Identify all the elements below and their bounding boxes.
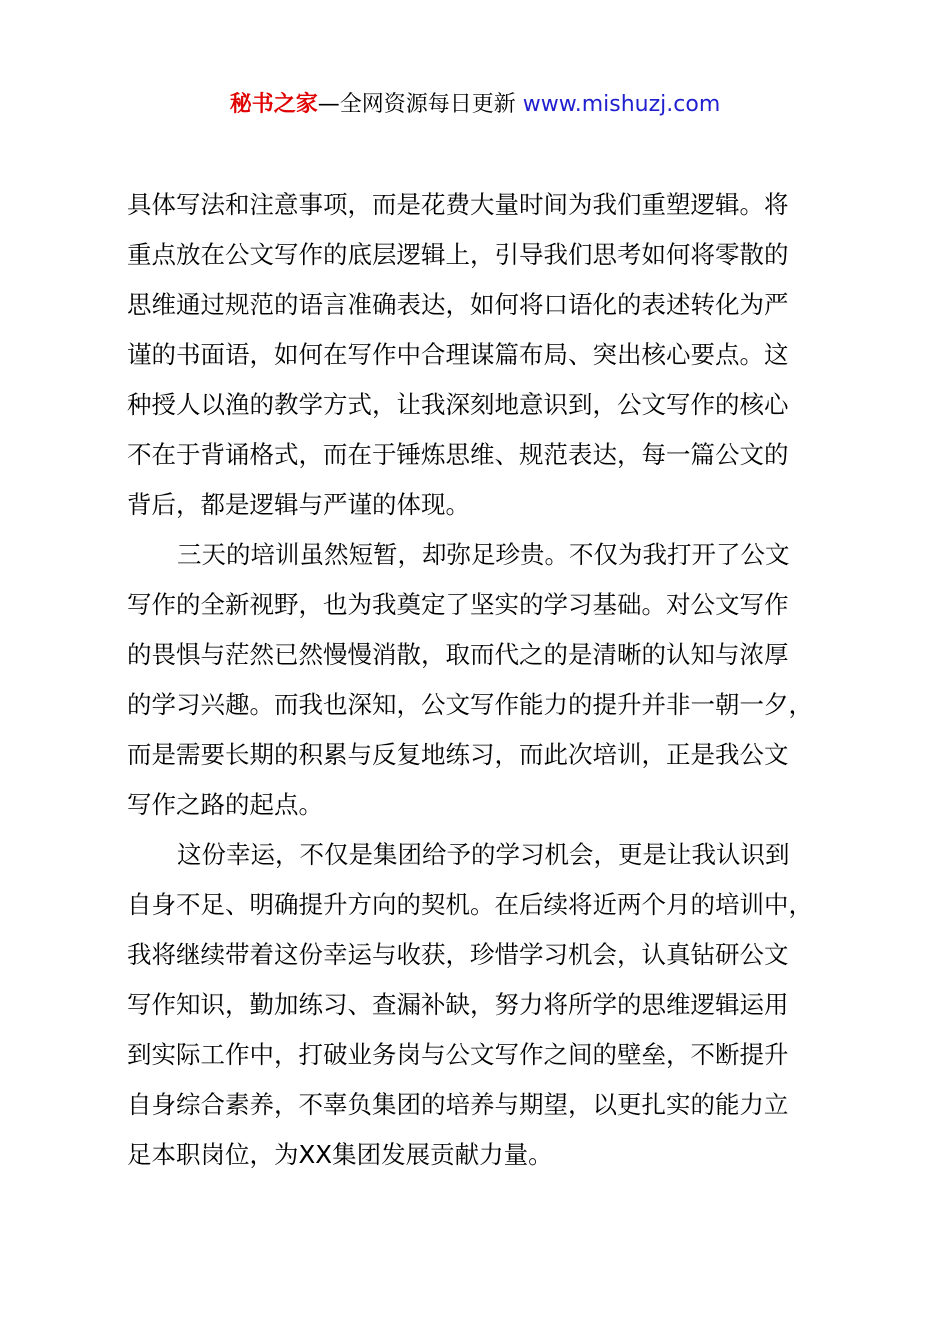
text-line: 重点放在公文写作的底层逻辑上，引导我们思考如何将零散的 <box>127 240 789 269</box>
text-line: 到实际工作中，打破业务岗与公文写作之间的壁垒，不断提升 <box>127 1040 789 1069</box>
text-line: 种授人以渔的教学方式，让我深刻地意识到，公文写作的核心 <box>127 390 789 419</box>
text-line: 不在于背诵格式，而在于锤炼思维、规范表达，每一篇公文的 <box>127 440 789 469</box>
paragraph-3 <box>127 830 837 1180</box>
header-tagline: —全网资源每日更新 <box>317 92 516 117</box>
text-line: 写作的全新视野，也为我奠定了坚实的学习基础。对公文写作 <box>127 590 789 619</box>
text-line: 而是需要长期的积累与反复地练习，而此次培训，正是我公文 <box>127 740 789 769</box>
page-header <box>0 88 950 122</box>
text-line: 背后，都是逻辑与严谨的体现。 <box>127 490 470 519</box>
text-line: 自身综合素养，不辜负集团的培养与期望，以更扎实的能力立 <box>127 1090 789 1119</box>
document-body <box>127 180 837 1180</box>
text-line: 这份幸运，不仅是集团给予的学习机会，更是让我认识到 <box>177 840 790 869</box>
text-line: 思维通过规范的语言准确表达，如何将口语化的表述转化为严 <box>127 290 789 319</box>
paragraph-2 <box>127 530 837 830</box>
text-line: 的畏惧与茫然已然慢慢消散，取而代之的是清晰的认知与浓厚 <box>127 640 789 669</box>
text-line: 谨的书面语，如何在写作中合理谋篇布局、突出核心要点。这 <box>127 340 789 369</box>
text-line: 写作知识，勤加练习、查漏补缺，努力将所学的思维逻辑运用 <box>127 990 789 1019</box>
paragraph-1 <box>127 180 837 530</box>
text-line: 的学习兴趣。而我也深知，公文写作能力的提升并非一朝一夕， <box>127 690 813 719</box>
header-url-link[interactable]: www.mishuzj.com <box>522 92 721 117</box>
text-line: 足本职岗位，为XX集团发展贡献力量。 <box>127 1140 553 1169</box>
text-line: 三天的培训虽然短暂，却弥足珍贵。不仅为我打开了公文 <box>177 540 790 569</box>
text-line: 我将继续带着这份幸运与收获，珍惜学习机会，认真钻研公文 <box>127 940 789 969</box>
text-line: 具体写法和注意事项，而是花费大量时间为我们重塑逻辑。将 <box>127 190 789 219</box>
text-line: 写作之路的起点。 <box>127 790 323 819</box>
text-line: 自身不足、明确提升方向的契机。在后续将近两个月的培训中， <box>127 890 813 919</box>
brand-name: 秘书之家 <box>229 92 318 117</box>
